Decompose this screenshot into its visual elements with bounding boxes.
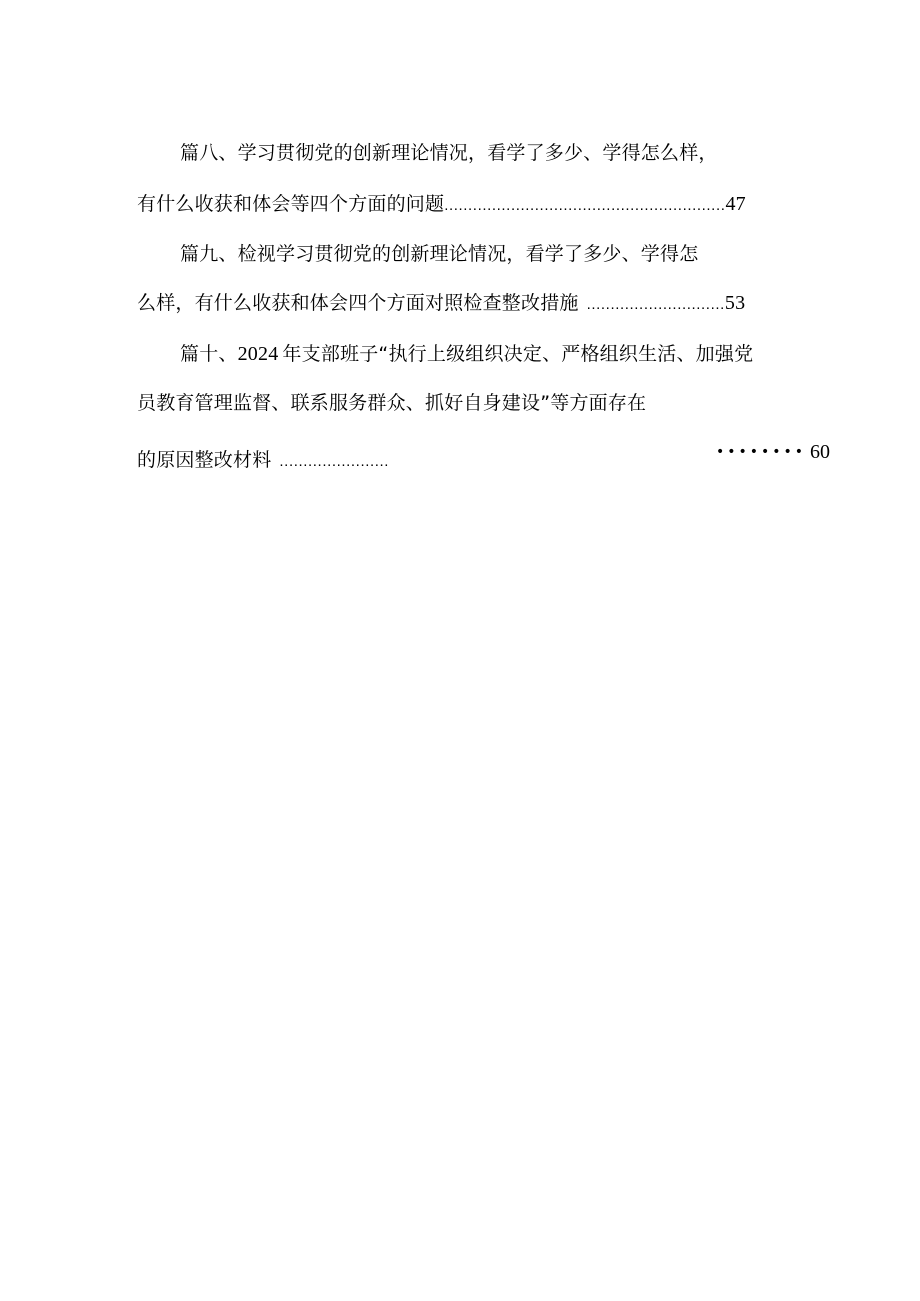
toc-entry-10-title-part-3: 的原因整改材料 <box>137 449 272 471</box>
toc-entry-9-line-1 <box>180 242 698 266</box>
toc-entry-10-year: 2024 <box>237 343 279 365</box>
toc-entry-8-line-1 <box>180 141 718 165</box>
toc-entry-10-title-part-2: 员教育管理监督、联系服务群众、抓好自身建设”等方面存在 <box>137 392 647 414</box>
toc-entry-9-title-part-2: 么样，有什么收获和体会四个方面对照检查整改措施 <box>137 292 579 314</box>
toc-entry-8-leader-dots: ........................................................... <box>444 197 726 214</box>
toc-entry-10-title-part-1: 年支部班子“执行上级组织决定、严格组织生活、加强党 <box>282 343 754 365</box>
toc-entry-8-page-number: 47 <box>725 193 746 215</box>
toc-entry-9-page-number: 53 <box>724 292 746 314</box>
toc-entry-10-prefix: 篇十、 <box>180 343 238 365</box>
toc-entry-10-leader-dots: ....................... <box>279 453 390 470</box>
toc-entry-10-line-3 <box>137 448 389 474</box>
toc-entry-10-line-1 <box>180 342 753 366</box>
toc-entry-9-leader-dots: ............................. <box>586 296 725 313</box>
toc-entry-9-line-2 <box>137 291 745 317</box>
toc-entry-10-page-number: 60 <box>810 441 830 463</box>
toc-entry-8-line-2 <box>137 192 746 218</box>
toc-entry-8-title-part-1: 篇八、学习贯彻党的创新理论情况，看学了多少、学得怎么样， <box>180 142 718 164</box>
toc-entry-9-title-part-1: 篇九、检视学习贯彻党的创新理论情况，看学了多少、学得怎 <box>180 243 699 265</box>
toc-entry-8-title-part-2: 有什么收获和体会等四个方面的问题 <box>137 193 445 215</box>
toc-entry-10-bold-leader-dots: •••••••• <box>716 444 807 460</box>
toc-entry-10-line-2 <box>137 391 646 415</box>
